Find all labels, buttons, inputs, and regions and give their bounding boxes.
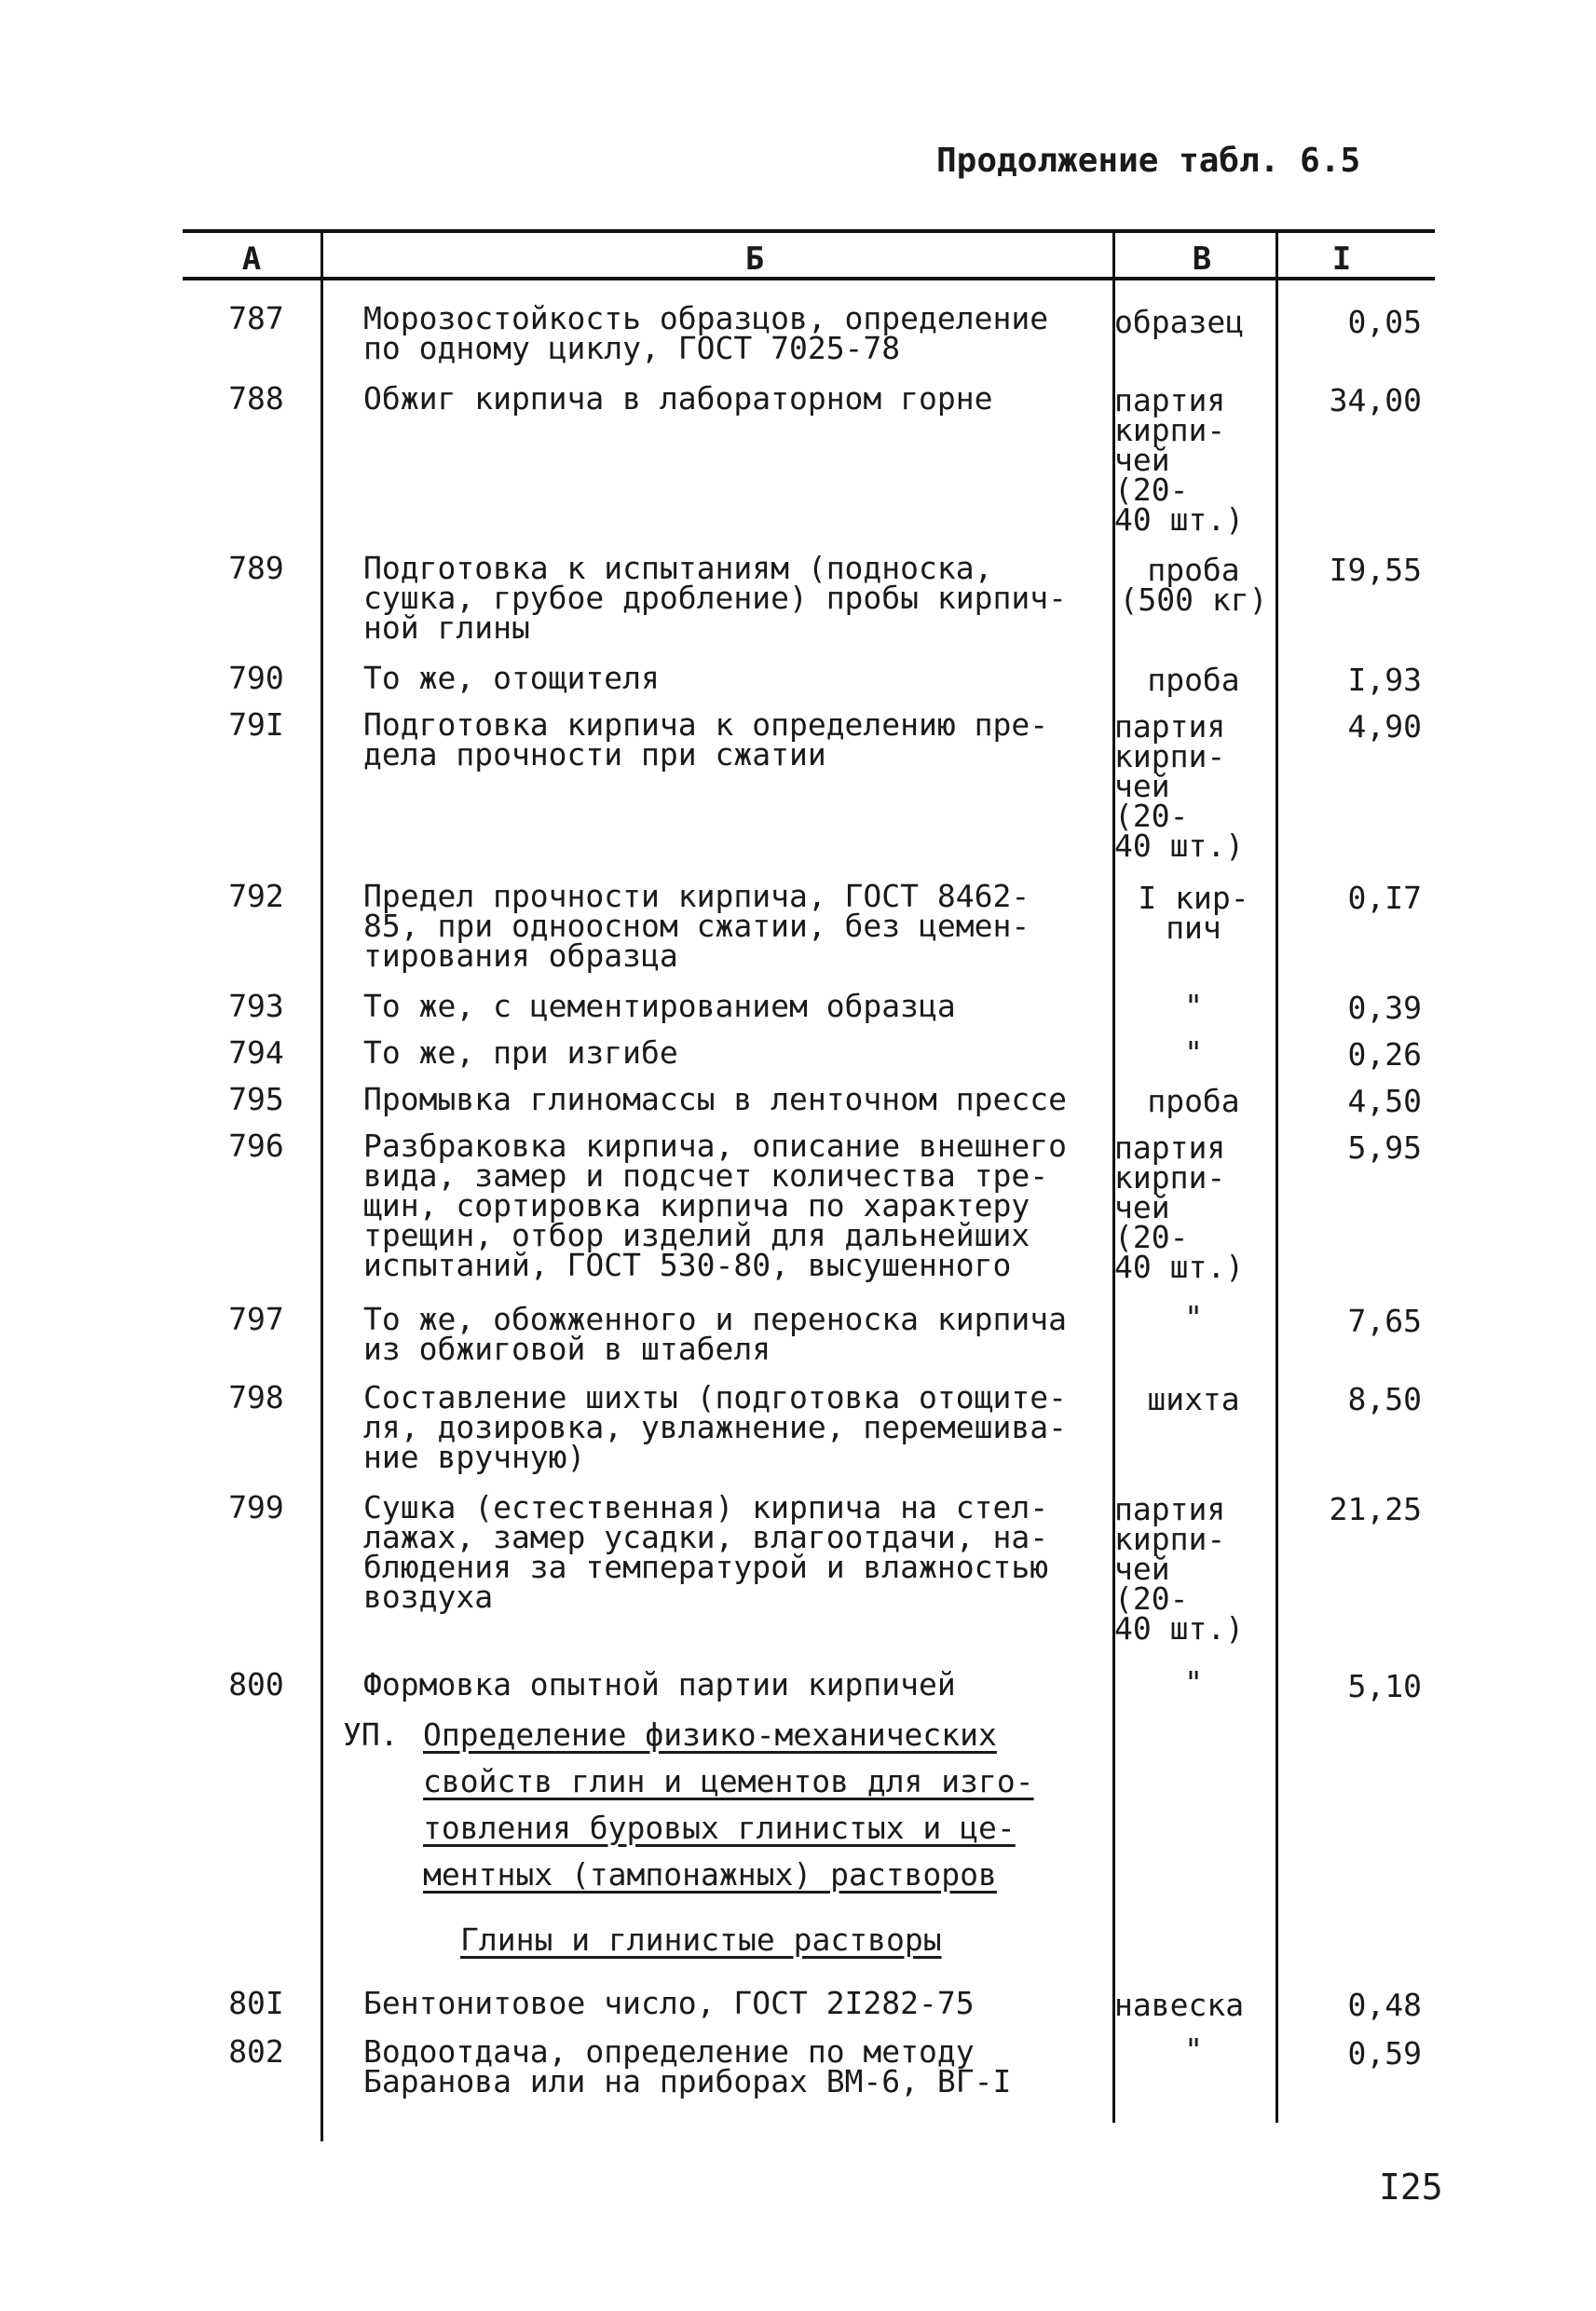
row-792-price: 0,I7 (1347, 880, 1422, 916)
row-798-description: Составление шихты (подготовка отощите- ля, дозировка, увлажнение, перемешива- ние вручную) (363, 1379, 1067, 1475)
row-800-unit: " (1184, 1664, 1203, 1701)
row-795-description: Промывка глиномассы в ленточном прессе (363, 1081, 1067, 1117)
row-800-description: Формовка опытной партии кирпичей (363, 1666, 956, 1702)
row-800-number: 800 (228, 1666, 284, 1702)
row-799-price: 21,25 (1329, 1491, 1422, 1527)
row-788-price: 34,00 (1329, 382, 1422, 418)
row-789-price: I9,55 (1329, 552, 1422, 588)
row-797-number: 797 (228, 1301, 284, 1337)
row-798-price: 8,50 (1347, 1381, 1422, 1417)
row-787-number: 787 (228, 300, 284, 336)
row-796-number: 796 (228, 1128, 284, 1164)
section-title-line-4: ментных (тампонажных) растворов (423, 1856, 997, 1893)
row-799-number: 799 (228, 1489, 284, 1525)
section-subtitle: Глины и глинистые растворы (460, 1921, 942, 1958)
header-col-g: I (1331, 240, 1352, 278)
row-791-description: Подготовка кирпича к определению пре- дела прочности при сжатии (363, 706, 1049, 773)
row-799-description: Сушка (естественная) кирпича на стел- лажах, замер усадки, влагоотдачи, на- блюдения за температурой и влажностью воздуха (363, 1489, 1049, 1615)
section-title-line-2: свойств глин и цементов для изго- (423, 1763, 1034, 1799)
row-796-description: Разбраковка кирпича, описание внешнего вида, замер и подсчет количества тре- щин, сортировка кирпича по характеру трещин, отбор изделий для дальнейших испытаний, ГОСТ 530-80, высушенного (363, 1128, 1067, 1283)
section-roman-numeral: УП. (343, 1716, 399, 1753)
row-798-unit: шихта (1147, 1381, 1240, 1417)
row-801-unit: навеска (1114, 1987, 1245, 2023)
row-798-number: 798 (228, 1379, 284, 1415)
row-794-unit: " (1184, 1034, 1203, 1071)
row-791-unit: партия кирпи- чей (20- 40 шт.) (1114, 708, 1245, 864)
row-796-unit: партия кирпи- чей (20- 40 шт.) (1114, 1129, 1245, 1285)
row-788-unit: партия кирпи- чей (20- 40 шт.) (1114, 382, 1245, 538)
row-791-number: 79I (228, 706, 284, 743)
row-796-price: 5,95 (1347, 1129, 1422, 1166)
row-793-number: 793 (228, 988, 284, 1024)
row-790-description: То же, отощителя (363, 660, 660, 696)
row-797-price: 7,65 (1347, 1303, 1422, 1339)
row-802-number: 802 (228, 2033, 284, 2070)
row-802-price: 0,59 (1347, 2035, 1422, 2072)
row-792-unit: I кир- пич (1138, 880, 1249, 946)
row-790-number: 790 (228, 660, 284, 696)
row-793-unit: " (1184, 988, 1203, 1024)
row-790-price: I,93 (1347, 662, 1422, 698)
header-bottom-rule (183, 277, 1435, 280)
row-793-description: То же, с цементированием образца (363, 988, 956, 1024)
row-794-number: 794 (228, 1034, 284, 1071)
row-802-description: Водоотдача, определение по методу Баранова или на приборах ВМ-6, ВГ-I (363, 2033, 1012, 2099)
row-787-unit: образец (1114, 304, 1245, 340)
header-col-a: А (241, 240, 262, 278)
row-801-price: 0,48 (1347, 1987, 1422, 2023)
row-797-description: То же, обожженного и переноска кирпича из обжиговой в штабеля (363, 1301, 1067, 1367)
row-788-description: Обжиг кирпича в лабораторном горне (363, 380, 993, 417)
row-789-number: 789 (228, 550, 284, 586)
column-rule-v (1275, 231, 1278, 2123)
section-title-line-1: Определение физико-механических (423, 1716, 997, 1753)
row-795-price: 4,50 (1347, 1083, 1422, 1119)
header-col-v: В (1192, 240, 1212, 278)
row-794-price: 0,26 (1347, 1036, 1422, 1073)
row-787-description: Морозостойкость образцов, определение по одному циклу, ГОСТ 7025-78 (363, 300, 1049, 366)
row-789-unit: проба (500 кг) (1119, 552, 1268, 618)
row-795-number: 795 (228, 1081, 284, 1117)
row-790-unit: проба (1147, 662, 1240, 698)
table-caption: Продолжение табл. 6.5 (936, 142, 1361, 180)
row-797-unit: " (1184, 1299, 1203, 1335)
row-799-unit: партия кирпи- чей (20- 40 шт.) (1114, 1491, 1245, 1647)
row-789-description: Подготовка к испытаниям (подноска, сушка, грубое дробление) пробы кирпич- ной глины (363, 550, 1067, 646)
row-787-price: 0,05 (1347, 304, 1422, 340)
row-788-number: 788 (228, 380, 284, 417)
row-795-unit: проба (1147, 1083, 1240, 1119)
row-792-description: Предел прочности кирпича, ГОСТ 8462- 85, при одноосном сжатии, без цемен- тирования образца (363, 878, 1030, 974)
row-801-number: 80I (228, 1985, 284, 2021)
row-800-price: 5,10 (1347, 1668, 1422, 1704)
header-col-b: Б (744, 240, 765, 278)
column-rule-a (321, 231, 323, 2141)
row-801-description: Бентонитовое число, ГОСТ 2I282-75 (363, 1985, 975, 2021)
row-794-description: То же, при изгибе (363, 1034, 678, 1071)
header-top-rule (183, 229, 1435, 233)
row-791-price: 4,90 (1347, 708, 1422, 745)
row-802-unit: " (1184, 2031, 1203, 2068)
row-792-number: 792 (228, 878, 284, 914)
row-793-price: 0,39 (1347, 990, 1422, 1026)
section-title-line-3: товления буровых глинистых и це- (423, 1810, 1016, 1846)
page-number: I25 (1379, 2167, 1443, 2208)
